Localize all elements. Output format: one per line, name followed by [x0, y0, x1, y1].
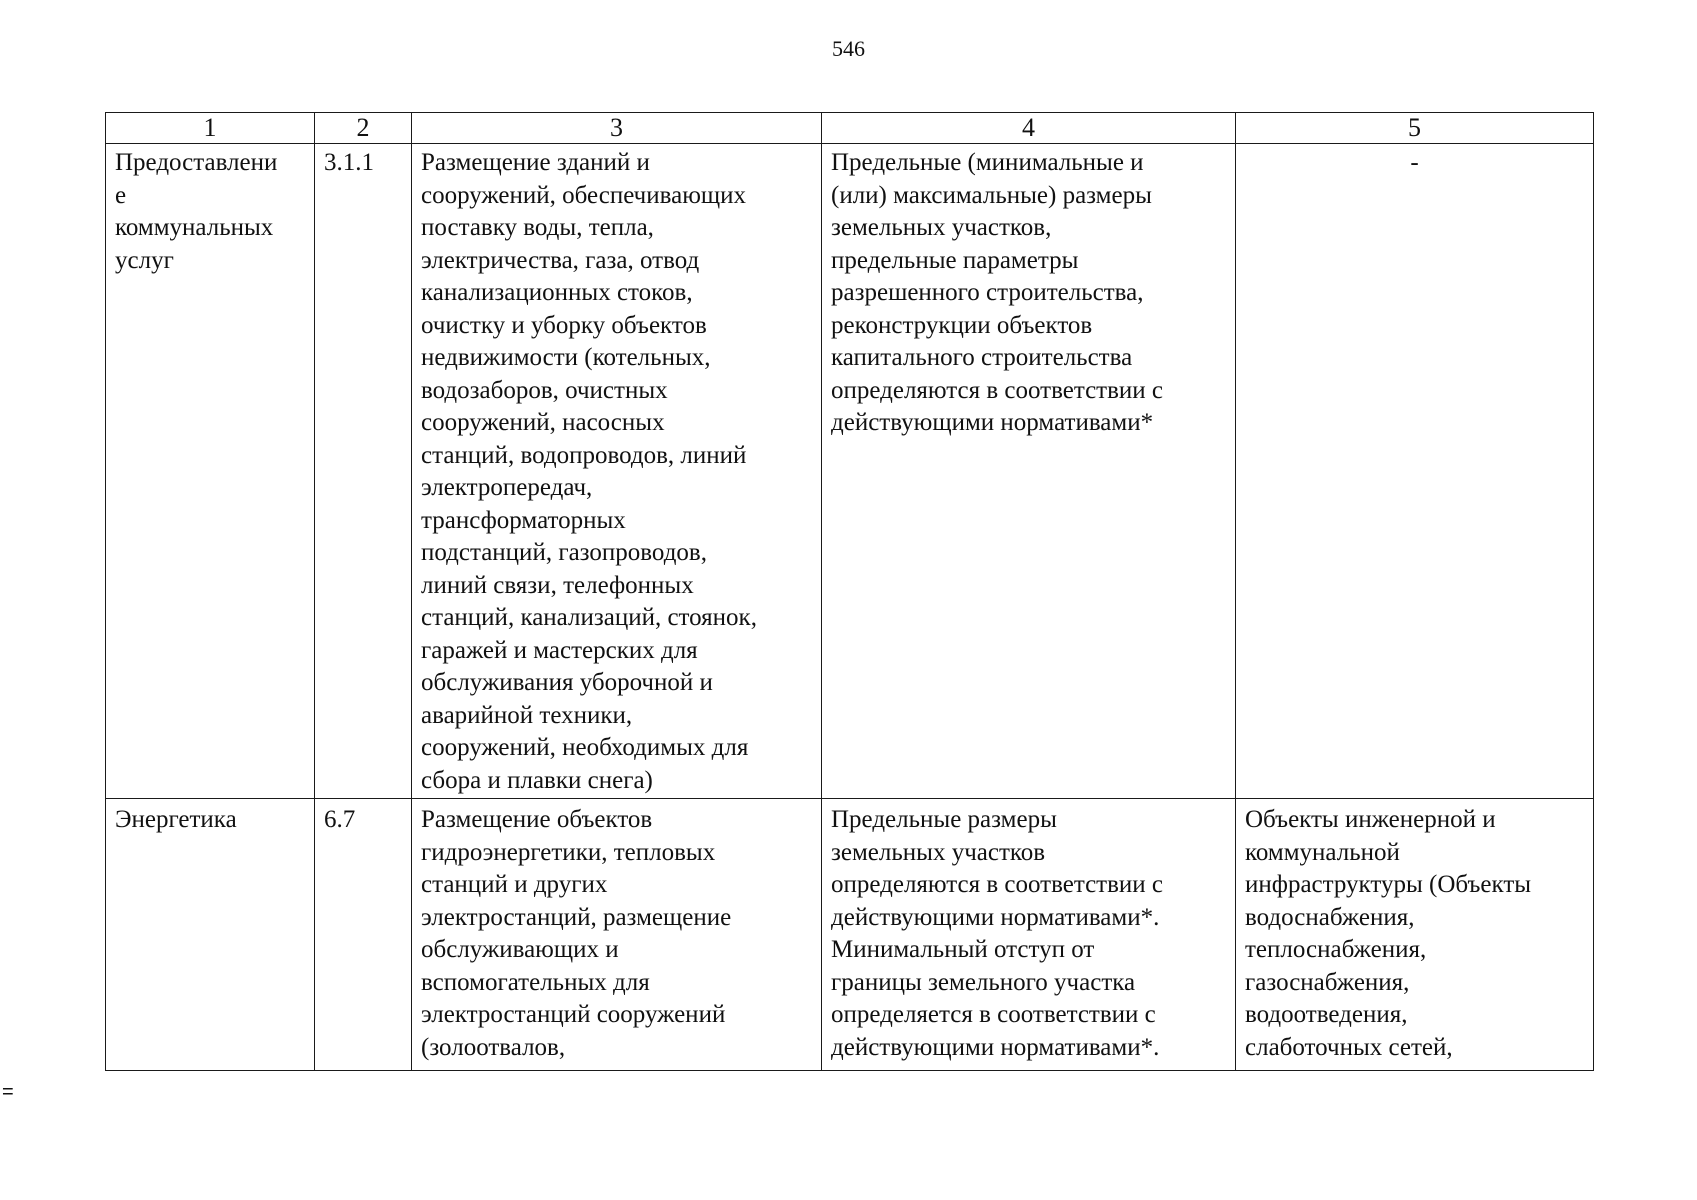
margin-mark: =: [2, 1081, 14, 1103]
text-line: станций, водопроводов, линий: [421, 441, 747, 469]
text-line: (или) максимальные) размеры: [831, 181, 1152, 209]
text-line: сооружений, обеспечивающих: [421, 181, 746, 209]
table-row: [106, 799, 1594, 1071]
text-line: обслуживания уборочной и: [421, 669, 713, 696]
use-type-name-cell: [106, 799, 315, 1071]
text-line: Объекты инженерной и: [1245, 806, 1496, 833]
text-line: -: [1410, 149, 1419, 176]
text-line: линий связи, телефонных: [421, 571, 694, 599]
text-line: гидроэнергетики, тепловых: [421, 838, 716, 866]
text-line: услуг: [115, 246, 174, 274]
text-line: Размещение зданий и: [421, 149, 650, 176]
text-line: водоотведения,: [1245, 1001, 1408, 1028]
text-line: канализационных стоков,: [421, 279, 693, 306]
use-type-code-cell: 3.1.1: [315, 144, 412, 799]
text-line: земельных участков,: [831, 214, 1052, 241]
table-row: [106, 144, 1594, 799]
text-line: теплоснабжения,: [1245, 936, 1427, 963]
text-line: сооружений, необходимых для: [421, 734, 749, 761]
text-line: предельные параметры: [831, 246, 1079, 274]
text-line: Предельные (минимальные и: [831, 149, 1144, 176]
text-line: станций и других: [421, 871, 608, 898]
text-line: Минимальный отступ от: [831, 936, 1095, 963]
text-line: гаражей и мастерских для: [421, 636, 698, 664]
text-line: очистку и уборку объектов: [421, 311, 707, 339]
description-cell: [412, 144, 822, 799]
text-line: подстанций, газопроводов,: [421, 539, 707, 566]
text-line: определяются в соответствии с: [831, 871, 1164, 898]
description-cell: [412, 799, 822, 1071]
text-line: Размещение объектов: [421, 806, 653, 833]
note-cell: [1236, 144, 1594, 799]
text-line: Предоставлени: [115, 149, 278, 176]
text-line: е: [115, 181, 127, 209]
text-line: Предельные размеры: [831, 806, 1057, 833]
text-line: аварийной техники,: [421, 701, 633, 729]
text-line: коммунальных: [115, 214, 274, 241]
text-line: обслуживающих и: [421, 936, 619, 963]
text-line: действующими нормативами*.: [831, 1033, 1160, 1061]
text-line: инфраструктуры (Объекты: [1245, 871, 1532, 898]
text-line: (золоотвалов,: [421, 1033, 566, 1061]
text-line: определяются в соответствии с: [831, 376, 1164, 404]
text-line: электростанций сооружений: [421, 1001, 726, 1028]
text-line: водоснабжения,: [1245, 903, 1415, 931]
text-line: разрешенного строительства,: [831, 279, 1144, 306]
text-line: границы земельного участка: [831, 968, 1136, 996]
text-line: сбора и плавки снега): [421, 766, 653, 794]
text-line: вспомогательных для: [421, 968, 650, 996]
text-line: реконструкции объектов: [831, 311, 1093, 339]
land-use-table: [105, 112, 1594, 1071]
text-line: водозаборов, очистных: [421, 376, 668, 404]
column-header-5: 5: [1236, 113, 1594, 144]
column-header-1: 1: [106, 113, 315, 144]
note-cell: [1236, 799, 1594, 1071]
text-line: газоснабжения,: [1245, 968, 1410, 996]
text-line: электропередач,: [421, 474, 593, 501]
parameters-cell: [822, 799, 1236, 1071]
text-line: действующими нормативами*: [831, 409, 1154, 436]
text-line: определяется в соответствии с: [831, 1001, 1156, 1028]
use-type-code-cell: 6.7: [315, 799, 412, 1071]
text-line: коммунальной: [1245, 838, 1400, 866]
use-type-name-cell: [106, 144, 315, 799]
text-line: станций, канализаций, стоянок,: [421, 604, 757, 631]
text-line: Энергетика: [115, 806, 237, 833]
text-line: недвижимости (котельных,: [421, 344, 711, 371]
table-header-row: [106, 113, 1594, 144]
text-line: поставку воды, тепла,: [421, 214, 654, 241]
column-header-2: 2: [315, 113, 412, 144]
column-header-3: 3: [412, 113, 822, 144]
text-line: электричества, газа, отвод: [421, 246, 700, 274]
text-line: действующими нормативами*.: [831, 903, 1160, 931]
text-line: слаботочных сетей,: [1245, 1033, 1453, 1061]
column-header-4: 4: [822, 113, 1236, 144]
page-number: 546: [832, 36, 865, 61]
text-line: капитального строительства: [831, 344, 1133, 371]
parameters-cell: [822, 144, 1236, 799]
text-line: земельных участков: [831, 838, 1046, 866]
text-line: трансформаторных: [421, 506, 626, 534]
text-line: сооружений, насосных: [421, 409, 665, 436]
text-line: электростанций, размещение: [421, 903, 732, 931]
